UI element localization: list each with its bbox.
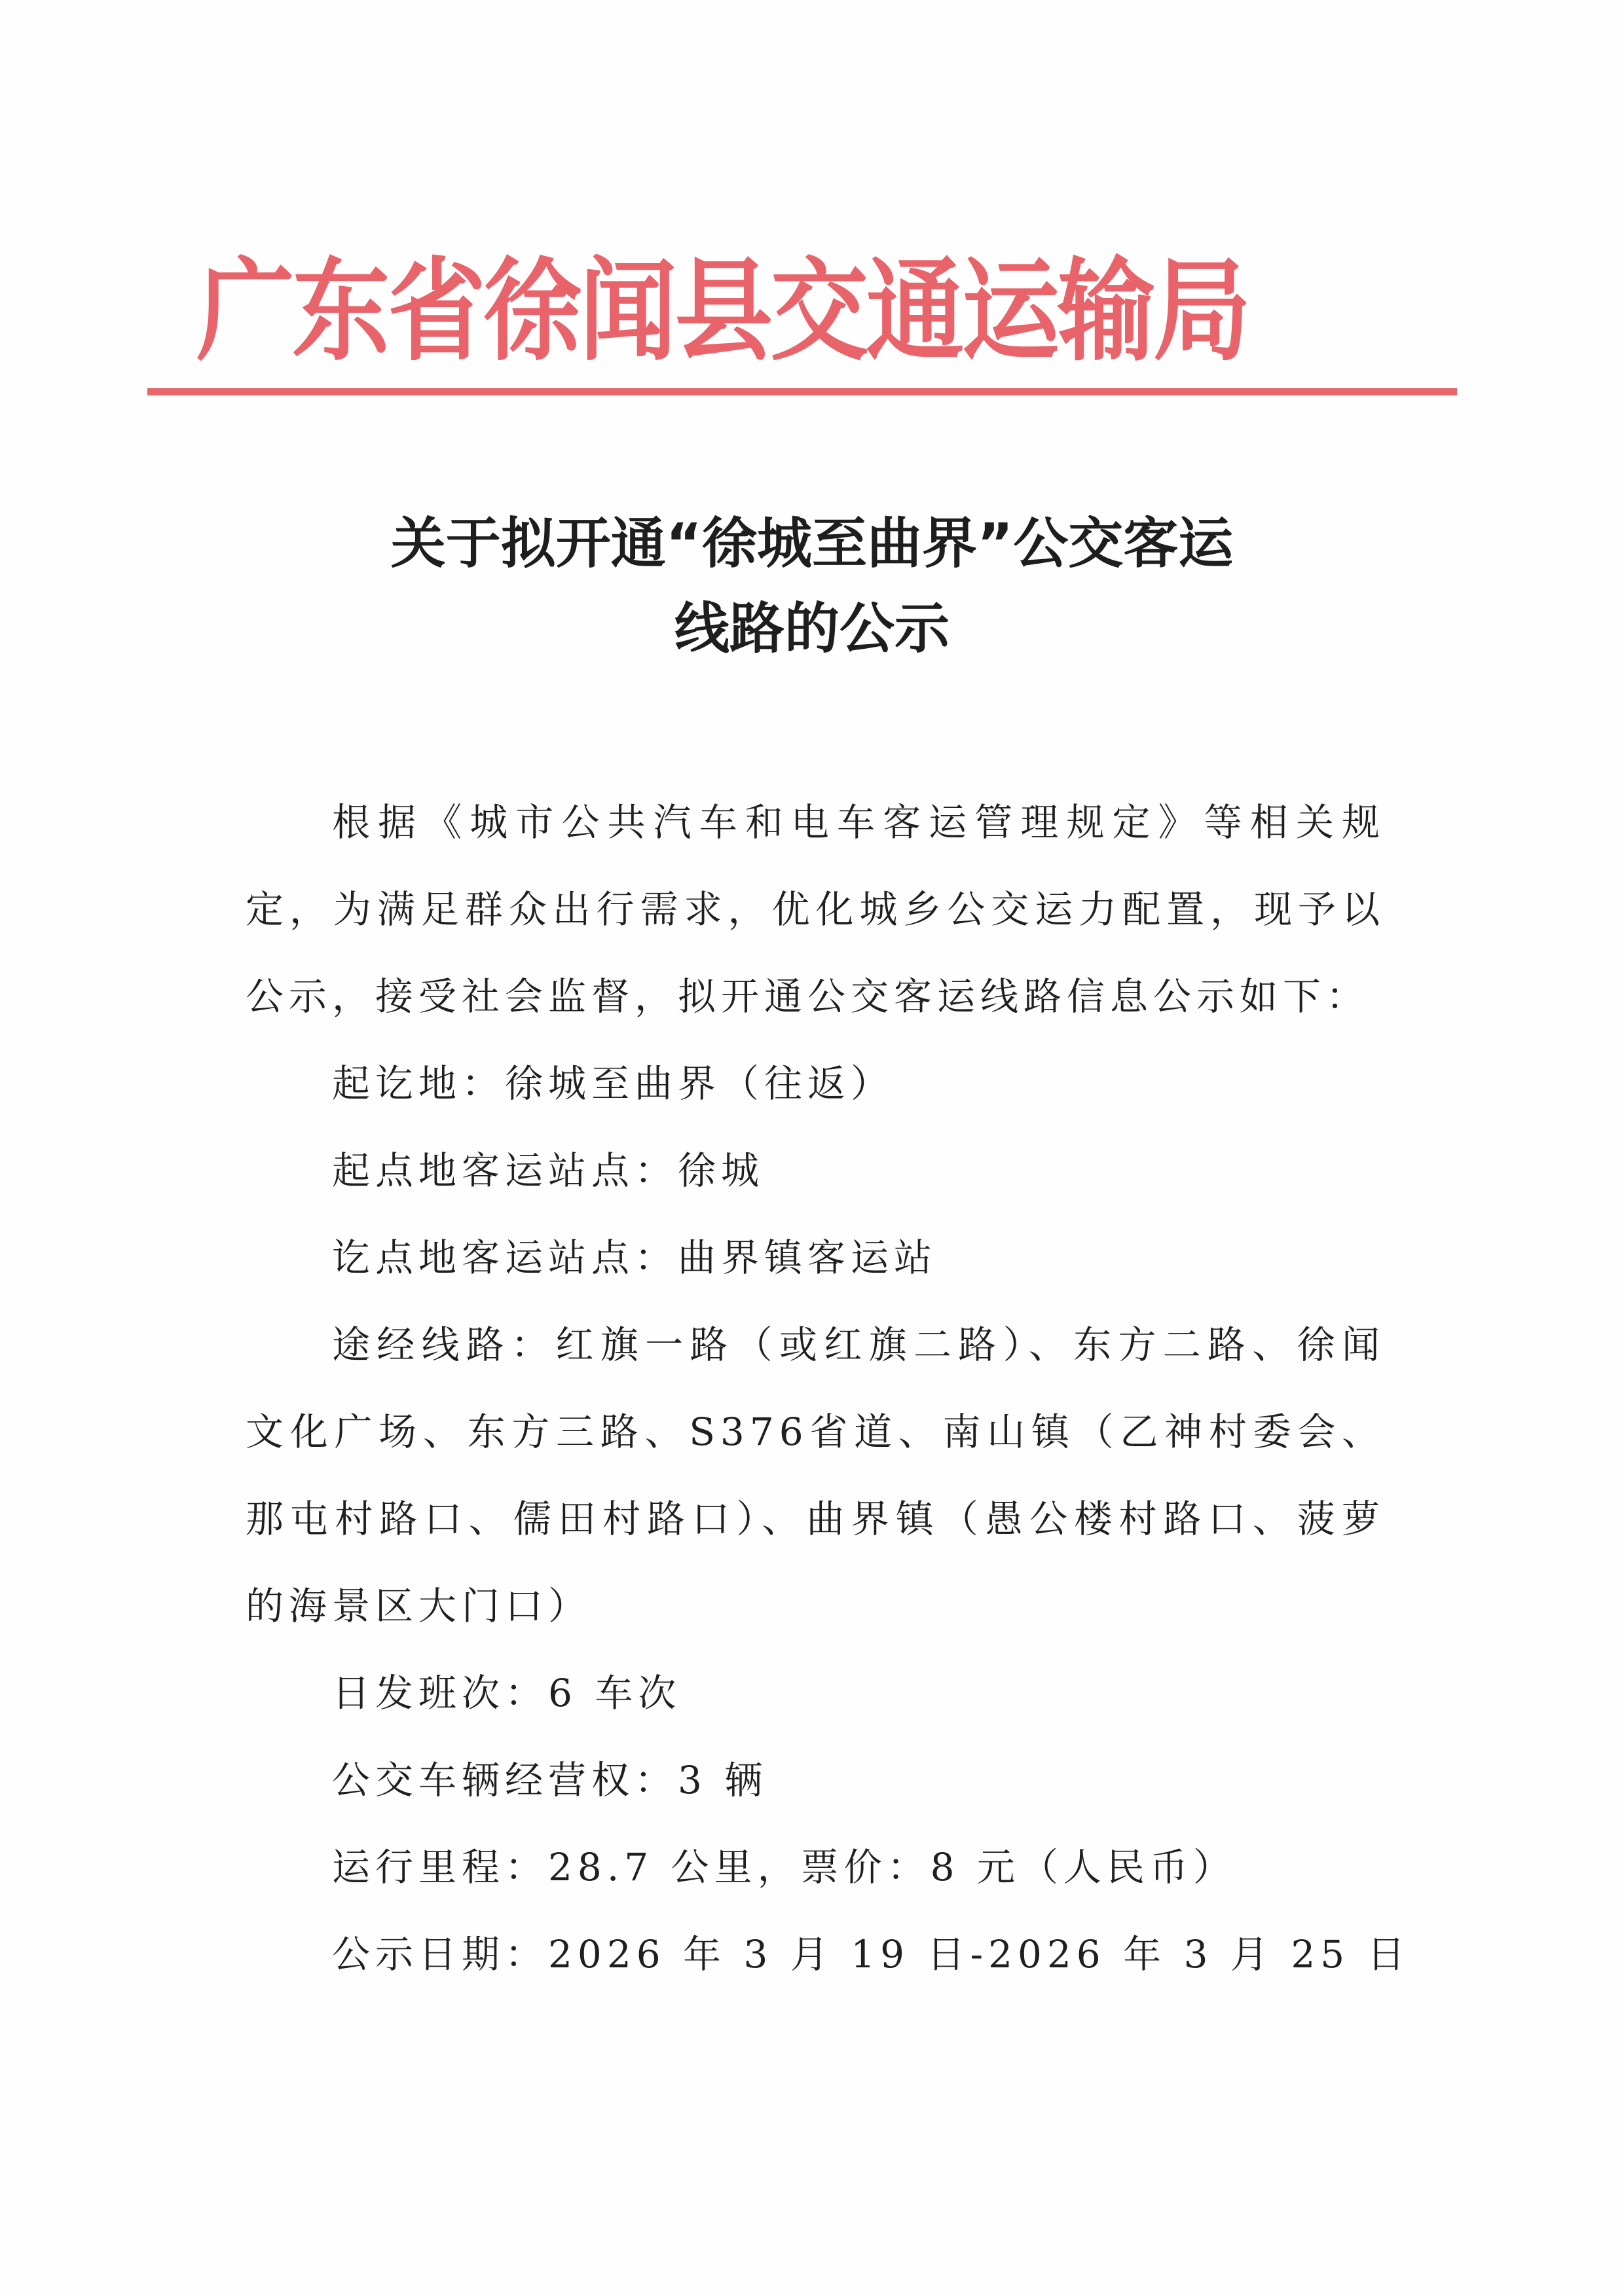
field-value: 曲界镇客运站	[678, 1235, 938, 1280]
field-label: 公交车辆经营权：	[332, 1758, 678, 1802]
field-value: 28.7 公里，票价：8 元（人民币）	[548, 1845, 1236, 1889]
masthead-red-rule	[147, 388, 1457, 395]
field-end-station	[246, 1214, 1385, 1302]
document-title	[0, 501, 1624, 671]
field-label: 起讫地：	[332, 1061, 506, 1106]
field-label: 运行里程：	[332, 1845, 549, 1889]
agency-name: 广东省徐闻县交通运输局	[196, 246, 1249, 376]
field-value: 红旗一路（或红旗二路）、东方二路、徐闻文化广场、东方三路、S376省道、南山镇（乙神村委会、那屯村路口、儒田村路口）、曲界镇（愚公楼村路口、菠萝的海景区大门口）	[246, 1322, 1385, 1628]
title-line-1: 关于拟开通“徐城至曲界”公交客运	[390, 511, 1234, 575]
field-route	[246, 1302, 1385, 1650]
field-value: 3 辆	[678, 1758, 768, 1802]
field-distance-fare	[246, 1824, 1385, 1911]
field-value: 徐城至曲界（往返）	[505, 1061, 895, 1106]
field-label: 起点地客运站点：	[332, 1148, 678, 1193]
field-vehicles	[246, 1737, 1385, 1824]
field-start-station	[246, 1127, 1385, 1214]
title-line-2: 线路的公示	[674, 596, 950, 661]
field-value: 6 车次	[548, 1671, 682, 1715]
document-body	[246, 779, 1411, 1998]
masthead	[196, 246, 1408, 376]
intro-paragraph: 根据《城市公共汽车和电车客运管理规定》等相关规定，为满足群众出行需求，优化城乡公交运力配置，现予以公示，接受社会监督，拟开通公交客运线路信息公示如下：	[246, 800, 1385, 1019]
field-daily-trips	[246, 1650, 1385, 1737]
field-label: 公示日期：	[332, 1932, 549, 1977]
field-value: 徐城	[678, 1148, 765, 1193]
field-value: 2026 年 3 月 19 日-2026 年 3 月 25 日	[548, 1932, 1411, 1977]
field-notice-period	[246, 1911, 1411, 1998]
field-origin-destination	[246, 1040, 1385, 1127]
field-label: 讫点地客运站点：	[332, 1235, 678, 1280]
field-label: 途经线路：	[332, 1322, 556, 1367]
field-label: 日发班次：	[332, 1671, 549, 1715]
